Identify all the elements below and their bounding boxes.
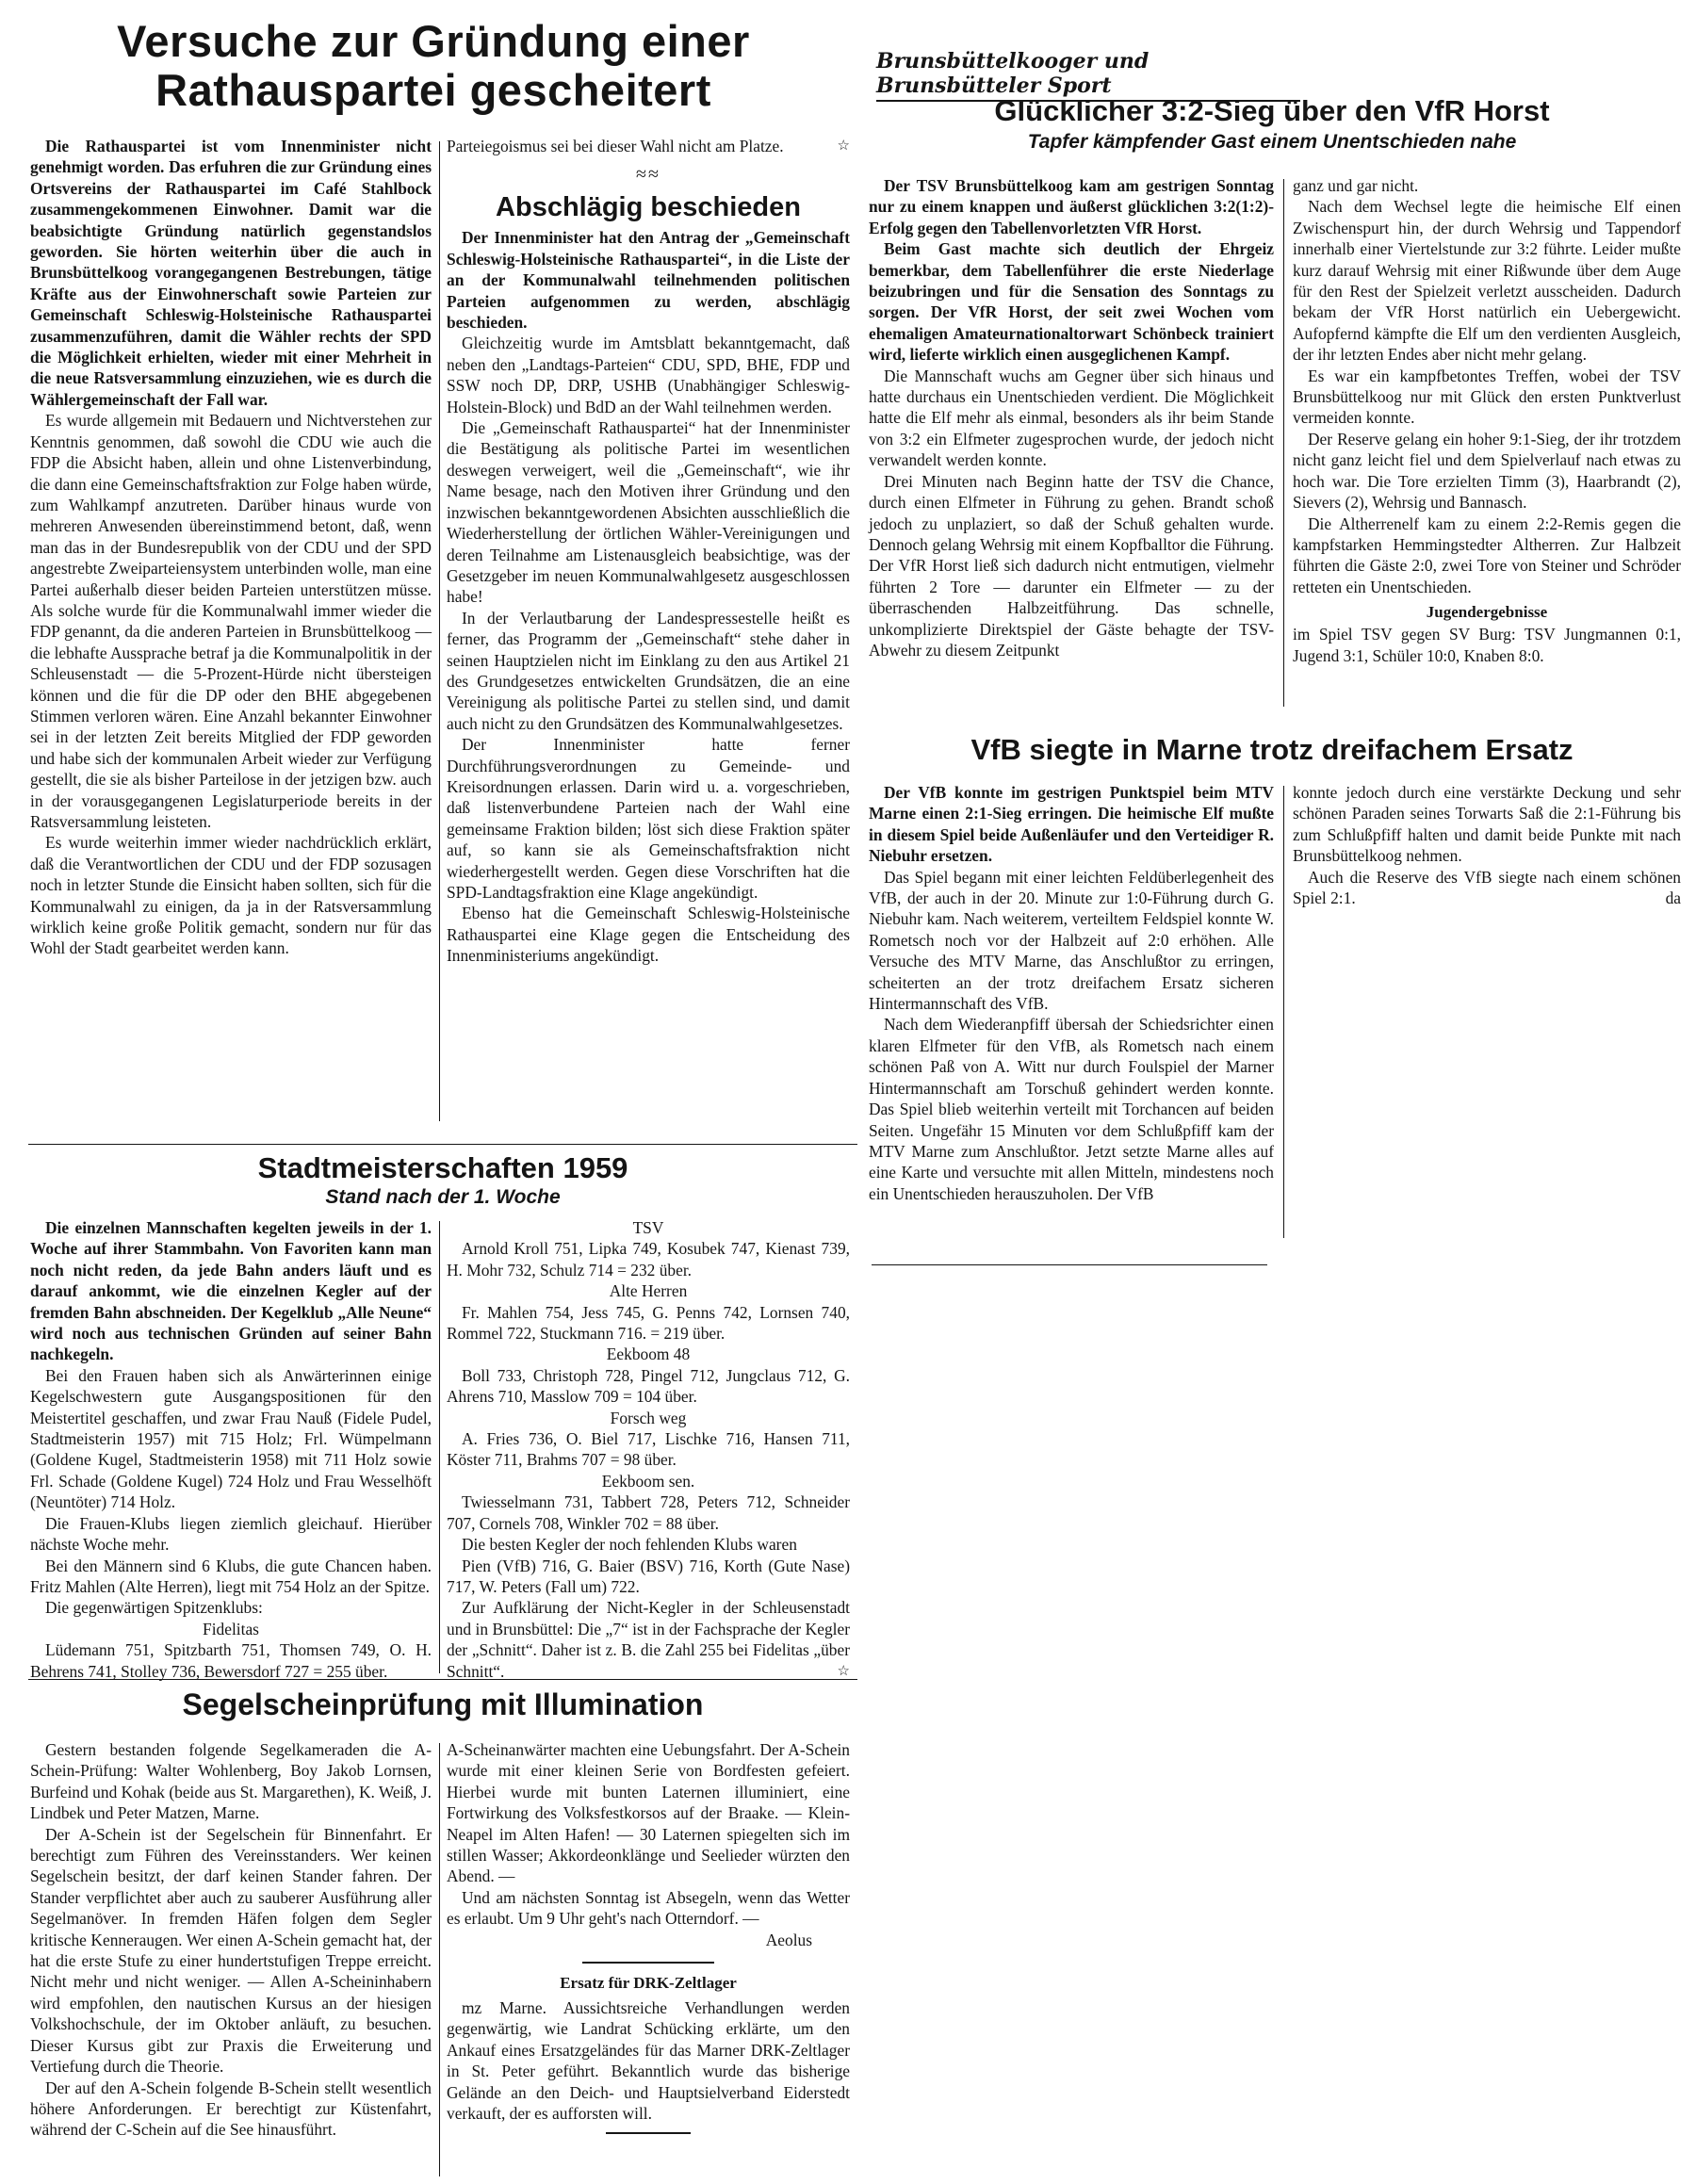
club-name: Forsch weg	[610, 1408, 687, 1427]
club-name: TSV	[632, 1218, 664, 1237]
vfb-lead: Der VfB konnte im gestrigen Punktspiel beim MTV Marne einen 2:1-Sieg erringen. Die heimische Elf mußte in diesem Spiel beide Außenläufer und den Verteidiger R. Niebuhr ersetzen.	[869, 783, 1274, 866]
abschlaegig-lead: Der Innenminister hat den Antrag der „Gemeinschaft Schleswig-Holsteinische Rathauspartei“, in die Liste der an der Kommunalwahl teilnehmenden politischen Parteien aufgenommen zu werden, abschlägig beschieden.	[447, 228, 850, 333]
stadt-paragraph: Die besten Kegler der noch fehlenden Klubs waren	[462, 1535, 797, 1555]
column-divider	[439, 1743, 440, 2176]
horst-paragraph: Nach dem Wechsel legte die heimische Elf einen Zwischenspurt hin, der durch Wehrsig und Tappendorf innerhalb einer Viertelstunde zur 3:2 führte. Leider mußte kurz darauf Wehrsig mit einer Rißwunde über dem Auge für den Rest der Spielzeit verletzt ausscheiden. Dadurch bekam der VfR Horst natürlich ein Uebergewicht. Aufopfernd kämpfte die Elf um den verdienten Ausgleich, der ihr letzten Endes aber nicht mehr gelang.	[1293, 197, 1681, 365]
vfb-author-sig: da	[1665, 888, 1681, 908]
stadt-paragraph: Pien (VfB) 716, G. Baier (BSV) 716, Korth (Gute Nase) 717, W. Peters (Fall um) 722.	[447, 1556, 850, 1596]
vfb-paragraph: Auch die Reserve des VfB siegte nach einem schönen Spiel 2:1. da	[1293, 867, 1681, 908]
sport-section-kicker: Brunsbüttelkooger und Brunsbütteler Sport	[876, 49, 1300, 102]
youth-results-text: im Spiel TSV gegen SV Burg: TSV Jungmannen 0:1, Jugend 3:1, Schüler 10:0, Knaben 8:0.	[1293, 625, 1681, 665]
vfb-paragraph: Nach dem Wiederanpfiff übersah der Schiedsrichter einen klaren Elfmeter für den VfB, als Rometsch nach einem schönen Paß von A. Witt nur durch Foulspiel der Marner Hintermannschaft am Torschuß gehindert werden konnte. Das Spiel blieb weiterhin verteilt mit Torchancen auf beiden Seiten. Ungefähr 15 Minuten vor dem Schlußpfiff kam der MTV Marne zum Anschlußtor. Jetzt setzte Marne alles auf eine Karte und versuchte mit allen Mitteln, mindestens noch ein Unentschieden herauszuholen. Der VfB	[869, 1015, 1274, 1203]
youth-results-heading: Jugendergebnisse	[1426, 603, 1548, 622]
vfb-paragraph: Das Spiel begann mit einer leichten Feldüberlegenheit des VfB, der auch in der 20. Minute zur 1:0-Führung durch G. Niebuhr kam. Nach weiterem, verteiltem Feldspiel konnte W. Rometsch noch vor der Halbzeit auf 2:0 erhöhen. Alle Versuche des MTV Marne, das Anschlußtor zu erringen, scheiterten an der trotz dreifachem Ersatz sicheren Hintermannschaft des VfB.	[869, 867, 1274, 1014]
vfb-column-2	[1293, 782, 1681, 908]
rathaus-paragraph: Es wurde allgemein mit Bedauern und Nichtverstehen zur Kenntnis genommen, daß sowohl die CDU wie auch die FDP die Absicht haben, allein und ohne Listenverbindung, die dann eine Gemeinschaftsfraktion zur Folge haben würde, zum Wahlkampf anzutreten. Darüber hinaus wurde von mehreren Anwesenden übereinstimmend betont, daß, wenn man das in der Bundesrepublik von der CDU und der SPD angestrebte Zweiparteiensystem unterbinden wolle, man eine Partei außerhalb dieser beiden Parteien unterstützen müsse. Als solche wurde für die Kommunalwahl immer wieder die FDP genannt, da die anderen Parteien in Brunsbüttelkoog — die lebhafte Aussprache betraf ja die Kommunalpolitik in der Schleusenstadt — die 5-Prozent-Hürde nicht übersteigen können und die für die DP oder den BHE abgegebenen Stimmen verloren wären. Eine Anzahl bekannter Einwohner sei in der letzten Zeit bereits Mitglied der FDP geworden und habe sich der kommunalen Arbeit wieder zur Verfügung gestellt, die sie als bisher Parteilose in der jetzigen bzw. auch in der vorausgegangenen Legislaturperiode bereits in der Ratsversammlung leisteten.	[30, 411, 432, 831]
column-divider	[439, 1221, 440, 1673]
stadt-column-2	[447, 1217, 850, 1682]
section-rule	[28, 1679, 857, 1680]
rathaus-column-1	[30, 136, 432, 959]
rathaus-headline-line1: Versuche zur Gründung einer	[117, 16, 750, 66]
section-rule	[28, 1144, 857, 1145]
segel-paragraph: Der A-Schein ist der Segelschein für Binnenfahrt. Er berechtigt zum Führen des Vereinsstanders. Wer keinen Segelschein besitzt, der darf keinen Stander fahren. Der Stander verpflichtet aber auch zu sauberer Ausführung aller Segelmanöver. In fremden Häfen folgen dem Segler kritische Kenneraugen. Wer einen A-Schein gemacht hat, der hat die erste Stufe zu einer hundertstufigen Treppe erreicht. Nicht mehr und nicht weniger. — Allen A-Scheininhabern wird empfohlen, den nautischen Kursus an der hiesigen Volkshochschule, der im Oktober anläuft, zu besuchen. Dieser Kursus gibt zur Praxis die Erweiterung und Vertiefung durch die Theorie.	[30, 1824, 432, 2077]
club-name: Alte Herren	[609, 1281, 688, 1301]
club-results: Fr. Mahlen 754, Jess 745, G. Penns 742, Lornsen 740, Rommel 722, Stuckmann 716. = 219 über.	[447, 1302, 850, 1344]
section-flourish: ≈≈	[636, 164, 660, 186]
segel-paragraph: Der auf den A-Schein folgende B-Schein stellt wesentlich höhere Anforderungen. Er berechtigt zur Küstenfahrt, während der C-Schein auf die See hinausführt.	[30, 2078, 432, 2140]
vfb-column-1	[869, 782, 1274, 1204]
rathaus-column-2	[447, 136, 850, 967]
stadt-column-1	[30, 1217, 432, 1682]
horst-lead: Der TSV Brunsbüttelkoog kam am gestrigen Sonntag nur zu einem knappen und äußerst glücklichen 3:2(1:2)-Erfolg gegen den Tabellenvorletzten VfR Horst.	[869, 176, 1274, 237]
abschlaegig-paragraph: Ebenso hat die Gemeinschaft Schleswig-Holsteinische Rathauspartei eine Klage gegen die Entscheidung des Innenministeriums angekündigt.	[447, 904, 850, 966]
rathaus-lead: Die Rathauspartei ist vom Innenminister nicht genehmigt worden. Das erfuhren die zur Gründung eines Ortsvereins der Rathauspartei im Café Stahlbock zusammengekommenen Einwohner. Damit war die beabsichtigte Gründung natürlich gegenstandslos geworden. Sie hörten weiterhin über die auch in Brunsbüttelkoog vorangegangenen Bestrebungen, tätige Kräfte aus der Einwohnerschaft sowie Parteien zur Gemeinschaft Schleswig-Holsteinische Rathauspartei zusammenzuführen, damit die Wähler rechts der SPD die Möglichkeit erhielten, wieder mit einer Mehrheit in die neue Ratsversammlung einzuziehen, wie es durch die Wählergemeinschaft der Fall war.	[30, 137, 432, 409]
club-name: Eekboom sen.	[601, 1471, 695, 1491]
segel-heading	[28, 1687, 857, 1722]
horst-paragraph: Drei Minuten nach Beginn hatte der TSV die Chance, durch einen Elfmeter in Führung zu gehen. Brandt schoß jedoch zu unplaziert, so daß der Schuß gehalten wurde. Dennoch gelang Wehrsig mit einem Kopfballtor die Führung. Der VfR Horst ließ sich dadurch nicht entmutigen, vielmehr führten 2 Tore — darunter ein Elfmeter — zu der überraschenden Halbzeitführung. Das schnelle, unkomplizierte Direktspiel der Gäste behagte der TSV-Abwehr zu diesem Zeitpunkt	[869, 471, 1274, 660]
abschlaegig-paragraph: Gleichzeitig wurde im Amtsblatt bekanntgemacht, daß neben den „Landtags-Parteien“ CDU, SPD, BHE, FDP und SSW noch DP, DRP, USHB (Unabhängiger Schleswig-Holstein-Block) und BdD an der Wahl teilnehmen werden.	[447, 334, 850, 416]
segel-headline: Segelscheinprüfung mit Illumination	[182, 1687, 704, 1721]
stadt-paragraph: Bei den Frauen haben sich als Anwärterinnen einige Kegelschwestern gute Ausgangspositionen für den Meistertitel geschaffen, und zwar Frau Nauß (Fidele Pudel, Stadtmeisterin 1957) mit 715 Holz; Frl. Wümpelmann (Goldene Kugel, Stadtmeisterin 1958) mit 711 Holz sowie Frl. Schade (Goldene Kugel) 724 Holz und Frau Wesselhöft (Neuntöter) 714 Holz.	[30, 1365, 432, 1512]
horst-subhead: Tapfer kämpfender Gast einem Unentschieden nahe	[1027, 131, 1517, 153]
stadt-lead: Die einzelnen Mannschaften kegelten jeweils in der 1. Woche auf ihrer Stammbahn. Von Favoriten kann man noch nicht reden, da jede Bahn anders läuft und es darauf ankommt, wie die einzelnen Kegler auf der fremden Bahn abschneiden. Der Kegelklub „Alle Neune“ wird noch aus technischen Gründen auf seiner Bahn nachkegeln.	[30, 1218, 432, 1364]
club-name: Fidelitas	[203, 1619, 259, 1638]
stadt-paragraph: Die gegenwärtigen Spitzenklubs:	[45, 1598, 263, 1618]
drk-paragraph: mz Marne. Aussichtsreiche Verhandlungen werden gegenwärtig, wie Landrat Schücking erklärte, um den Ankauf eines Ersatzgeländes für das Marner DRK-Zeltlager in St. Peter geführt. Bekanntlich wurde das bisherige Gelände an den Deich- und Hauptsielverband Eiderstedt verkauft, der es aufforsten will.	[447, 1998, 850, 2124]
stadt-paragraph-end: Zur Aufklärung der Nicht-Kegler in der Schleusenstadt und in Brunsbüttel: Die „7“ ist in der Fachsprache der Kegler der „Schnitt“. Daher ist z. B. die Zahl 255 bei Fidelitas „über Schnitt“. ☆	[447, 1598, 850, 1681]
abschlaegig-headline: Abschlägig beschieden	[496, 192, 801, 223]
end-mark-star: ☆	[837, 1663, 850, 1679]
segel-column-1	[30, 1739, 432, 2141]
horst-paragraph: Es war ein kampfbetontes Treffen, wobei der TSV Brunsbüttelkoog nur mit Glück den ersten Punktverlust vermeiden konnte.	[1293, 366, 1681, 428]
club-name: Eekboom 48	[606, 1345, 691, 1364]
rathaus-headline	[28, 17, 839, 115]
horst-heading	[867, 94, 1677, 155]
abschlaegig-paragraph: Die „Gemeinschaft Rathauspartei“ hat der Innenminister die Bestätigung als politische Partei im wesentlichen deswegen verweigert, weil die „Gemeinschaft“, wie ihr Name besage, nach den Motiven ihrer Gründung und den inzwischen bekanntgewordenen Absichten ausschließlich die Wiederherstellung der örtlichen Wähler-Vereinigungen und deren Teilnahme am Listenausgleich beabsichtige, was der Gesetzgeber im neuen Kommunalwahlgesetz ausgeschlossen habe!	[447, 418, 850, 607]
abschlaegig-paragraph: Der Innenminister hatte ferner Durchführungsverordnungen zu Gemeinde- und Kreisordnungen erlassen. Darin wird u. a. vorgeschrieben, daß listenverbundene Parteien nach der Wahl eine gemeinsame Fraktion bilden; löst sich diese Fraktion später auf, so kann sie als Gemeinschaftsfraktion nicht wiederhergestellt werden. Gegen diese Vorschriften hat die SPD-Landtagsfraktion eine Klage angekündigt.	[447, 735, 850, 902]
club-results: Arnold Kroll 751, Lipka 749, Kosubek 747, Kienast 739, H. Mohr 732, Schulz 714 = 232 über.	[447, 1239, 850, 1279]
vfb-heading	[867, 733, 1677, 767]
segel-paragraph-cont: A-Scheinanwärter machten eine Uebungsfahrt. Der A-Schein wurde mit einer kleinen Serie von Bordfesten gefeiert. Hierbei wurde mit bunten Laternen illuminiert, eine Fortwirkung des Volksfestkorsos auf der Braake. — Klein-Neapel im Alten Hafen! — 30 Laternen spiegelten sich im stillen Wasser; Akkordeonklänge und Seelieder würzten den Abend. —	[447, 1740, 850, 1886]
column-divider	[1283, 786, 1284, 1238]
stadt-headline: Stadtmeisterschaften 1959	[257, 1151, 628, 1184]
club-results: A. Fries 736, O. Biel 717, Lischke 716, Hansen 711, Köster 711, Brahms 707 = 98 über.	[447, 1429, 850, 1470]
stadt-heading	[28, 1151, 857, 1210]
drk-headline: Ersatz für DRK-Zeltlager	[560, 1974, 737, 1993]
stadt-paragraph: Die Frauen-Klubs liegen ziemlich gleichauf. Hierüber nächste Woche mehr.	[30, 1513, 432, 1555]
segel-paragraph: Und am nächsten Sonntag ist Absegeln, wenn das Wetter es erlaubt. Um 9 Uhr geht's nach Otterndorf. —	[447, 1887, 850, 1929]
rathaus-article	[28, 17, 848, 115]
end-mark-star: ☆	[837, 139, 850, 154]
abschlaegig-paragraph: In der Verlautbarung der Landespressestelle heißt es ferner, das Programm der „Gemeinschaft“ stehe daher in seinen Hauptzielen nicht im Einklang zu den aus Artikel 21 des Grundgesetzes entwickelten Grundsätzen, die an eine Vereinigung als politische Partei zu stellen sind, und damit auch nicht zu den Grundsätzen des Kommunalwahlgesetzes.	[447, 608, 850, 733]
vfb-paragraph-cont: konnte jedoch durch eine verstärkte Deckung und sehr schönen Paraden seines Torwarts Saß die 2:1-Führung bis zum Schlußpfiff halten und damit beide Punkte mit nach Brunsbüttelkoog nehmen.	[1293, 783, 1681, 866]
column-divider	[1283, 179, 1284, 707]
club-results: Boll 733, Christoph 728, Pingel 712, Jungclaus 712, G. Ahrens 710, Masslow 709 = 104 über.	[447, 1365, 850, 1407]
segel-paragraph: Gestern bestanden folgende Segelkameraden die A-Schein-Prüfung: Walter Wohlenberg, Boy Jakob Lornsen, Burfeind und Kohak (beide aus St. Margarethen), K. Weiß, J. Lindbek und Peter Matzen, Marne.	[30, 1740, 432, 1823]
horst-column-1	[869, 175, 1274, 660]
club-results: Twiesselmann 731, Tabbert 728, Peters 712, Schneider 707, Cornels 708, Winkler 702 = 88 über.	[447, 1492, 850, 1533]
column-divider	[439, 141, 440, 1121]
horst-lead-2: Beim Gast machte sich deutlich der Ehrgeiz bemerkbar, dem Tabellenführer die erste Niederlage beizubringen und für die Sensation des Sonntags zu sorgen. Der VfR Horst, der seit zwei Wochen vom ehemaligen Amateurnationaltorwart Schönbeck trainiert wird, lieferte wirklich einen ausgeglichenen Kampf.	[869, 239, 1274, 365]
segel-author-sig: Aeolus	[765, 1930, 812, 1949]
segel-column-2	[447, 1739, 850, 2134]
rathaus-paragraph-end: Parteiegoismus sei bei dieser Wahl nicht am Platze. ☆	[447, 137, 850, 155]
horst-paragraph: Der Reserve gelang ein hoher 9:1-Sieg, der ihr trotzdem nicht ganz leicht fiel und dem Spielverlauf nach etwas zu hoch war. Die Tore erzielten Timm (3), Haarbrandt (2), Sievers (2), Wehrsig und Bannasch.	[1293, 429, 1681, 513]
horst-column-2	[1293, 175, 1681, 666]
stadt-paragraph: Bei den Männern sind 6 Klubs, die gute Chancen haben. Fritz Mahlen (Alte Herren), liegt mit 754 Holz an der Spitze.	[30, 1556, 432, 1596]
horst-headline: Glücklicher 3:2-Sieg über den VfR Horst	[994, 94, 1550, 127]
stadt-subhead: Stand nach der 1. Woche	[325, 1186, 561, 1208]
article-end-rule	[606, 2132, 691, 2134]
rathaus-headline-line2: Rathauspartei gescheitert	[155, 65, 711, 115]
horst-paragraph: Die Mannschaft wuchs am Gegner über sich hinaus und hatte durchaus ein Unentschieden verdient. Die Möglichkeit hatte die Elf mehr als einmal, besonders als ihr beim Stande von 3:2 ein Elfmeter zugesprochen wurde, der jedoch nicht verwandelt werden konnte.	[869, 366, 1274, 470]
article-end-rule	[582, 1962, 714, 1964]
horst-paragraph: Die Altherrenelf kam zu einem 2:2-Remis gegen die kampfstarken Hemmingstedter Altherren. Zur Halbzeit führten die Gäste 2:0, zwei Tore von Steiner und Schröder retteten ein Unentschieden.	[1293, 513, 1681, 596]
rathaus-paragraph: Es wurde weiterhin immer wieder nachdrücklich erklärt, daß die Verantwortlichen der CDU und der FDP sozusagen noch in letzter Stunde die Einsicht haben sollten, sich für die Kommunalwahl zu einigen, da ja in der Ratsversammlung wirklich keine große Politik gemacht, sondern nur für das Wohl der Stadt gearbeitet werden kann.	[30, 833, 432, 958]
horst-paragraph-cont: ganz und gar nicht.	[1293, 176, 1419, 195]
article-end-rule	[872, 1264, 1267, 1265]
club-results: Lüdemann 751, Spitzbarth 751, Thomsen 749, O. H. Behrens 741, Stolley 736, Bewersdorf 727 = 255 über.	[30, 1640, 432, 1681]
vfb-headline: VfB siegte in Marne trotz dreifachem Ersatz	[970, 733, 1574, 766]
